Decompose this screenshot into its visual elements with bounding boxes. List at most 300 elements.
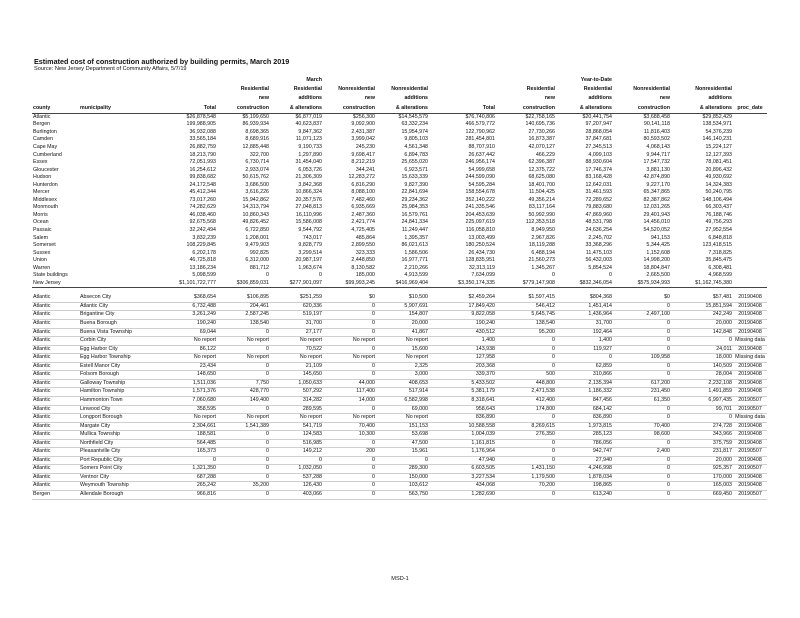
cell-ytd-res-add: $804,368 [556, 294, 613, 302]
cell-proc-date: 20190408 [733, 311, 767, 320]
cell-ytd-total: $2,459,264 [429, 294, 496, 302]
cell-county: Bergen [32, 490, 79, 499]
cell-res-new: 0 [217, 345, 270, 354]
cell-total: 45,412,344 [189, 189, 216, 196]
cell-county: Atlantic [32, 311, 79, 320]
cell-proc-date: 20190507 [733, 490, 767, 499]
municipality-row [32, 337, 767, 346]
cell-ytd-res-new: 1,179,500 [496, 473, 556, 482]
municipality-row [32, 345, 767, 354]
cell-res-new: No report [217, 337, 270, 346]
cell-nonres-add: 2,210,266 [404, 264, 428, 271]
cell-ytd-nonres-add: 50,240,795 [705, 189, 732, 196]
cell-nonres-new: 0 [323, 362, 376, 371]
cell-ytd-res-add: 0 [609, 272, 612, 279]
cell-ytd-res-new: 62,396,387 [528, 159, 555, 166]
cell-res-add: No report [270, 414, 323, 423]
cell-county: Atlantic [32, 465, 79, 474]
cell-total: 1,321,350 [152, 465, 217, 474]
municipality-row [32, 302, 767, 311]
cell-ytd-nonres-new: 14,998,200 [643, 257, 670, 264]
cell-ytd-res-add: 31,461,593 [585, 189, 612, 196]
cell-ytd-nonres-new: 2,497,100 [613, 311, 671, 320]
cell-ytd-total: $3,350,174,335 [429, 280, 496, 288]
cell-ytd-total: 54,595,284 [468, 181, 495, 188]
cell-ytd-nonres-add: 165,003 [671, 482, 733, 491]
cell-municipality: Buena Vista Township [79, 328, 152, 337]
cell-res-new: 138,540 [217, 320, 270, 329]
cell-ytd-res-new: $779,147,908 [496, 280, 556, 288]
cell-ytd-total: 1,282,690 [429, 490, 496, 499]
cell-nonres-new: 0 [323, 456, 376, 465]
cell-ytd-res-add: 5,854,524 [588, 264, 612, 271]
cell-ytd-total: 1,176,964 [429, 448, 496, 457]
cell-total: 3,832,239 [192, 234, 216, 241]
cell-res-add: 0 [270, 456, 323, 465]
cell-nonres-add: 4,561,348 [404, 144, 428, 150]
cell-proc-date [733, 204, 767, 212]
cell-ytd-res-add: 4,246,998 [556, 465, 613, 474]
municipality-row [32, 320, 767, 329]
municipality-row [32, 482, 767, 491]
cell-res-new: 8,689,916 [245, 136, 269, 143]
cell-ytd-nonres-add: 6,997,435 [671, 396, 733, 405]
cell-ytd-res-new: 0 [552, 272, 555, 279]
cell-nonres-add: 2,325 [376, 362, 429, 371]
cell-ytd-res-new: 16,873,387 [528, 136, 555, 143]
cell-municipality: Brigantine City [79, 311, 152, 320]
cell-county: Atlantic [32, 320, 79, 329]
cell-nonres-add: 3,000 [376, 371, 429, 380]
cell-county: Warren [33, 264, 51, 271]
cell-ytd-nonres-new: 0 [613, 320, 671, 329]
county-row [32, 212, 767, 220]
cell-res-new: 6,722,850 [245, 227, 269, 234]
cell-res-add: 0 [319, 272, 322, 279]
cell-ytd-nonres-add: 375,759 [671, 439, 733, 448]
cell-ytd-res-add: 2,245,702 [588, 234, 612, 241]
cell-nonres-add: 24,841,334 [401, 219, 428, 226]
county-row [32, 182, 767, 190]
cell-ytd-nonres-new: 0 [613, 456, 671, 465]
cell-ytd-nonres-add: 1,491,859 [671, 388, 733, 397]
cell-municipality [79, 136, 152, 144]
cell-ytd-nonres-add: 669,450 [671, 490, 733, 499]
cell-proc-date: 20190408 [733, 294, 767, 302]
cell-res-add: 21,109 [270, 362, 323, 371]
cell-ytd-total: 9,822,058 [429, 311, 496, 320]
cell-ytd-total: 88,707,910 [468, 144, 495, 150]
cell-ytd-nonres-add: 148,106,494 [702, 196, 732, 203]
cell-county: Burlington [33, 128, 57, 135]
cell-ytd-res-add: 198,865 [556, 482, 613, 491]
cell-total: 2,304,661 [152, 422, 217, 431]
cell-ytd-nonres-new: 4,068,143 [646, 144, 670, 150]
cell-nonres-new: 2,431,387 [351, 128, 375, 135]
cell-proc-date [733, 280, 767, 288]
municipality-row [32, 371, 767, 380]
cell-nonres-new: 0 [323, 490, 376, 499]
cell-ytd-total: 466,579,772 [465, 121, 495, 128]
col-header-nonres-new: Nonresidential new construction [323, 76, 376, 113]
cell-ytd-res-add: 1,436,964 [556, 311, 613, 320]
cell-res-new: 0 [217, 439, 270, 448]
cell-nonres-add: 6,923,571 [404, 166, 428, 173]
cell-municipality [79, 113, 152, 121]
cell-county: Atlantic [32, 405, 79, 414]
cell-ytd-res-new: 500 [496, 371, 556, 380]
cell-ytd-res-new: 1,345,267 [531, 264, 555, 271]
cell-municipality: Ventnor City [79, 473, 152, 482]
cell-nonres-new: 44,000 [323, 379, 376, 388]
cell-proc-date [733, 152, 767, 160]
cell-nonres-add: 6,894,783 [404, 151, 428, 158]
municipality-row [32, 431, 767, 440]
cell-proc-date: 20190408 [733, 388, 767, 397]
cell-nonres-add: 47,500 [376, 439, 429, 448]
cell-proc-date: 20190408 [733, 422, 767, 431]
cell-proc-date [733, 144, 767, 152]
cell-municipality: Margate City [79, 422, 152, 431]
cell-res-new: 6,312,000 [245, 257, 269, 264]
cell-ytd-res-add: $20,441,754 [582, 113, 612, 120]
cell-res-new: 2,933,074 [245, 166, 269, 173]
cell-municipality: Port Republic City [79, 456, 152, 465]
cell-nonres-new: 0 [323, 439, 376, 448]
cell-ytd-res-new: 1,431,150 [496, 465, 556, 474]
cell-res-new: 0 [217, 405, 270, 414]
cell-total: 26,882,759 [189, 144, 216, 150]
cell-ytd-res-new: $1,597,415 [496, 294, 556, 302]
cell-ytd-nonres-add: 49,930,692 [705, 174, 732, 181]
cell-ytd-nonres-new: 65,347,865 [643, 189, 670, 196]
cell-nonres-add: 20,000 [376, 320, 429, 329]
cell-municipality: Weymouth Township [79, 482, 152, 491]
cell-proc-date: 20190408 [733, 362, 767, 371]
cell-ytd-nonres-new: 70,400 [613, 422, 671, 431]
cell-nonres-new: 0 [323, 345, 376, 354]
cell-res-new: 149,400 [217, 396, 270, 405]
cell-res-new: $306,859,031 [217, 280, 270, 288]
cell-total: $368,654 [152, 294, 217, 302]
cell-res-add: 3,842,368 [298, 181, 322, 188]
cell-ytd-total: 180,250,524 [465, 242, 495, 249]
cell-res-new: 992,825 [249, 249, 269, 256]
cell-ytd-total: 281,454,801 [465, 136, 495, 143]
cell-nonres-new: 10,300 [323, 431, 376, 440]
cell-nonres-add: 15,633,339 [401, 174, 428, 181]
cell-ytd-res-new: 21,560,273 [528, 257, 555, 264]
cell-ytd-nonres-new: 2,665,500 [646, 272, 670, 279]
cell-nonres-add: 517,914 [376, 388, 429, 397]
cell-res-add: 519,197 [270, 311, 323, 320]
cell-total: 74,282,629 [189, 204, 216, 211]
cell-res-new: 1,541,389 [217, 422, 270, 431]
cell-res-new: 0 [217, 448, 270, 457]
col-header-ytd-nonres-new: Nonresidential new construction [613, 76, 671, 113]
cell-municipality: Hamilton Township [79, 388, 152, 397]
cell-res-add: 9,544,792 [298, 227, 322, 234]
cell-ytd-res-new: 0 [496, 414, 556, 423]
cell-county: Passaic [33, 227, 52, 234]
cell-total: 72,051,993 [189, 159, 216, 166]
cell-county: Mercer [33, 189, 50, 196]
cell-proc-date [733, 272, 767, 280]
cell-nonres-new: 323,333 [355, 249, 375, 256]
cell-ytd-nonres-new: 0 [613, 473, 671, 482]
cell-nonres-new: 117,400 [323, 388, 376, 397]
cell-ytd-res-add: 942,747 [556, 448, 613, 457]
cell-nonres-add: 86,021,613 [401, 242, 428, 249]
cell-nonres-add: No report [376, 414, 429, 423]
cell-ytd-nonres-add: 28,004 [671, 371, 733, 380]
cell-proc-date: 20190408 [733, 379, 767, 388]
cell-nonres-add: 6,582,998 [376, 396, 429, 405]
cell-ytd-nonres-add: 170,000 [671, 473, 733, 482]
cell-proc-date [733, 219, 767, 227]
cell-total: No report [152, 337, 217, 346]
cell-res-new: 881,712 [249, 264, 269, 271]
cell-ytd-res-add: 1,878,034 [556, 473, 613, 482]
cell-res-add: $277,901,097 [270, 280, 323, 288]
cell-res-add: 403,066 [270, 490, 323, 499]
cell-ytd-nonres-new: 82,387,862 [643, 196, 670, 203]
cell-res-new: No report [217, 414, 270, 423]
county-row [32, 136, 767, 144]
municipality-row [32, 405, 767, 414]
cell-ytd-nonres-add: 6,308,481 [708, 264, 732, 271]
report-source: Source: New Jersey Department of Community Affairs, 5/7/19 [34, 66, 187, 72]
cell-res-new: 14,313,794 [242, 204, 269, 211]
cell-res-new: 0 [217, 465, 270, 474]
cell-ytd-res-add: 786,056 [556, 439, 613, 448]
cell-ytd-nonres-add: 54,376,239 [705, 128, 732, 135]
cell-ytd-total: 958,643 [429, 405, 496, 414]
cell-ytd-nonres-new: 0 [613, 371, 671, 380]
cell-ytd-res-new: 11,504,425 [528, 189, 555, 196]
cell-county: Hudson [33, 174, 52, 181]
cell-ytd-res-add: 88,930,604 [585, 159, 612, 166]
cell-nonres-new: $256,300 [352, 113, 375, 120]
cell-ytd-nonres-new: 29,401,943 [643, 211, 670, 218]
cell-ytd-nonres-new: $0 [613, 294, 671, 302]
cell-res-add: 541,719 [270, 422, 323, 431]
cell-ytd-res-new: 12,375,722 [528, 166, 555, 173]
cell-ytd-res-add: 684,142 [556, 405, 613, 414]
col-header-proc-date: proc_date [733, 76, 767, 113]
cell-ytd-nonres-add: 274,728 [671, 422, 733, 431]
cell-ytd-res-new: 174,800 [496, 405, 556, 414]
cell-res-new: 0 [217, 490, 270, 499]
cell-municipality [79, 250, 152, 258]
cell-ytd-res-add: 97,207,947 [585, 121, 612, 128]
cell-county: Atlantic [33, 113, 51, 120]
cell-ytd-nonres-add: 0 [671, 414, 733, 423]
cell-total: 7,060,680 [152, 396, 217, 405]
cell-nonres-new: 6,816,290 [351, 181, 375, 188]
cell-ytd-total: 339,370 [429, 371, 496, 380]
cell-res-add: 11,071,123 [295, 136, 322, 143]
municipality-row [32, 362, 767, 371]
cell-total: 18,213,790 [189, 151, 216, 158]
cell-nonres-new: 7,482,460 [351, 196, 375, 203]
cell-ytd-nonres-new: 11,816,403 [643, 128, 670, 135]
cell-county: Atlantic [32, 431, 79, 440]
cell-ytd-res-add: $832,346,054 [556, 280, 613, 288]
cell-ytd-nonres-new: 0 [613, 490, 671, 499]
cell-ytd-res-new: 0 [496, 337, 556, 346]
cell-res-new: 0 [217, 328, 270, 337]
cell-ytd-res-add: 48,531,798 [585, 219, 612, 226]
cell-nonres-add: 53,698 [376, 431, 429, 440]
cell-proc-date: 20190408 [733, 473, 767, 482]
cell-total: No report [152, 414, 217, 423]
cell-res-new: 3,686,500 [245, 181, 269, 188]
municipality-row [32, 473, 767, 482]
cell-county: Hunterdon [33, 181, 58, 188]
cell-nonres-add: 154,807 [376, 311, 429, 320]
cell-ytd-total: 143,938 [429, 345, 496, 354]
cell-ytd-nonres-new: 0 [613, 362, 671, 371]
cell-county: State buildings [33, 272, 68, 279]
cell-ytd-total: 190,240 [429, 320, 496, 329]
county-row [32, 174, 767, 182]
cell-ytd-nonres-new: 12,031,265 [643, 204, 670, 211]
cell-ytd-total: 1,400 [429, 337, 496, 346]
cell-county: Atlantic [32, 448, 79, 457]
cell-ytd-res-new: 8,949,950 [531, 227, 555, 234]
cell-nonres-add: $416,969,404 [376, 280, 429, 288]
cell-municipality [79, 212, 152, 220]
cell-ytd-nonres-add: 12,127,393 [705, 151, 732, 158]
cell-nonres-new: 200 [323, 448, 376, 457]
cell-total: 165,373 [152, 448, 217, 457]
cell-ytd-res-new: 18,401,700 [528, 181, 555, 188]
col-header-res-new: Residential new construction [217, 76, 270, 113]
cell-ytd-total: 7,634,099 [471, 272, 495, 279]
cell-proc-date: 20190408 [733, 456, 767, 465]
cell-res-new: 49,826,452 [242, 219, 269, 226]
cell-nonres-add: No report [376, 337, 429, 346]
cell-nonres-add: 150,000 [376, 473, 429, 482]
cell-ytd-res-add: 79,883,680 [585, 204, 612, 211]
cell-municipality [79, 189, 152, 197]
cell-county: Monmouth [33, 204, 59, 211]
cell-county: Camden [33, 136, 54, 143]
cell-total: 46,038,460 [189, 211, 216, 218]
cell-ytd-res-add: 17,746,374 [585, 166, 612, 173]
municipality-row [32, 448, 767, 457]
cell-nonres-new: 9,698,417 [351, 151, 375, 158]
cell-res-add: 31,454,040 [295, 159, 322, 166]
cell-nonres-new: 12,283,272 [348, 174, 375, 181]
cell-res-add: 516,985 [270, 439, 323, 448]
cell-ytd-res-add: 1,186,332 [556, 388, 613, 397]
cell-municipality [79, 272, 152, 280]
cell-ytd-total: 225,097,619 [465, 219, 495, 226]
cell-county: Atlantic [32, 439, 79, 448]
cell-ytd-nonres-new: 9,227,170 [646, 181, 670, 188]
cell-nonres-new: 485,864 [355, 234, 375, 241]
cell-proc-date [733, 167, 767, 175]
cell-municipality [79, 129, 152, 137]
cell-ytd-nonres-new: 9,944,717 [646, 151, 670, 158]
cell-proc-date: 20190408 [733, 371, 767, 380]
cell-total: $1,101,722,777 [152, 280, 217, 288]
page-footer: MSD-1 [391, 576, 409, 582]
col-header-ytd-res-add: Year-to-Date Residential additions & alterations [556, 76, 613, 113]
cell-proc-date: 20190408 [733, 302, 767, 311]
cell-ytd-nonres-add: 18,000 [671, 354, 733, 363]
cell-ytd-res-new: 412,400 [496, 396, 556, 405]
county-row [32, 121, 767, 129]
cell-nonres-add: 69,000 [376, 405, 429, 414]
cell-ytd-total: 116,058,810 [465, 227, 495, 234]
cell-municipality: Estell Manor City [79, 362, 152, 371]
cell-ytd-nonres-add: 24,011 [671, 345, 733, 354]
cell-nonres-add: $10,500 [376, 294, 429, 302]
cell-ytd-nonres-add: 138,534,971 [702, 121, 732, 128]
cell-municipality: Somers Point City [79, 465, 152, 474]
cell-ytd-res-add: 1,973,815 [556, 422, 613, 431]
cell-total: 32,242,494 [189, 227, 216, 234]
cell-total: 24,172,548 [189, 181, 216, 188]
cell-res-add: 620,336 [270, 302, 323, 311]
cell-municipality: Absecon City [79, 294, 152, 302]
cell-county: Atlantic [32, 294, 79, 302]
cell-ytd-res-new: 6,488,194 [531, 249, 555, 256]
cell-ytd-res-new: 8,269,615 [496, 422, 556, 431]
cell-municipality [79, 144, 152, 152]
cell-county: Sussex [33, 249, 51, 256]
cell-nonres-add: 289,300 [376, 465, 429, 474]
cell-county: Ocean [33, 219, 49, 226]
cell-municipality [79, 167, 152, 175]
cell-county: Atlantic [32, 302, 79, 311]
cell-municipality [79, 257, 152, 265]
cell-nonres-new: 0 [323, 302, 376, 311]
col-header-res-add: March Residential additions & alterations [270, 76, 323, 113]
cell-ytd-res-add: 56,432,003 [585, 257, 612, 264]
cell-total: 86,122 [152, 345, 217, 354]
cell-proc-date [733, 189, 767, 197]
cell-ytd-nonres-new: 2,400 [613, 448, 671, 457]
cell-res-new: 8,698,365 [245, 128, 269, 135]
county-row [32, 219, 767, 227]
cell-ytd-res-add: 62,859 [556, 362, 613, 371]
cell-ytd-nonres-add: 78,081,451 [705, 159, 732, 166]
cell-total: 92,675,568 [189, 219, 216, 226]
col-header-ytd-nonres-add: Nonresidential additions & alterations [671, 76, 733, 113]
cell-county: Cumberland [33, 151, 62, 158]
cell-ytd-nonres-add: 76,188,746 [705, 211, 732, 218]
cell-nonres-new: 2,487,360 [351, 211, 375, 218]
cell-ytd-total: 47,940 [429, 456, 496, 465]
cell-ytd-res-new: 0 [496, 456, 556, 465]
cell-nonres-add: 25,984,353 [401, 204, 428, 211]
cell-ytd-nonres-add: 140,509 [671, 362, 733, 371]
cell-proc-date: 20190408 [733, 482, 767, 491]
cell-ytd-res-add: 11,475,103 [585, 249, 612, 256]
cell-nonres-new: 0 [323, 328, 376, 337]
construction-cost-table [32, 76, 767, 500]
cell-res-new: 0 [217, 473, 270, 482]
county-summary-body [32, 113, 767, 288]
cell-county: Atlantic [32, 379, 79, 388]
cell-ytd-res-add: 27,345,513 [585, 144, 612, 150]
cell-res-add: 289,595 [270, 405, 323, 414]
cell-municipality [79, 280, 152, 288]
